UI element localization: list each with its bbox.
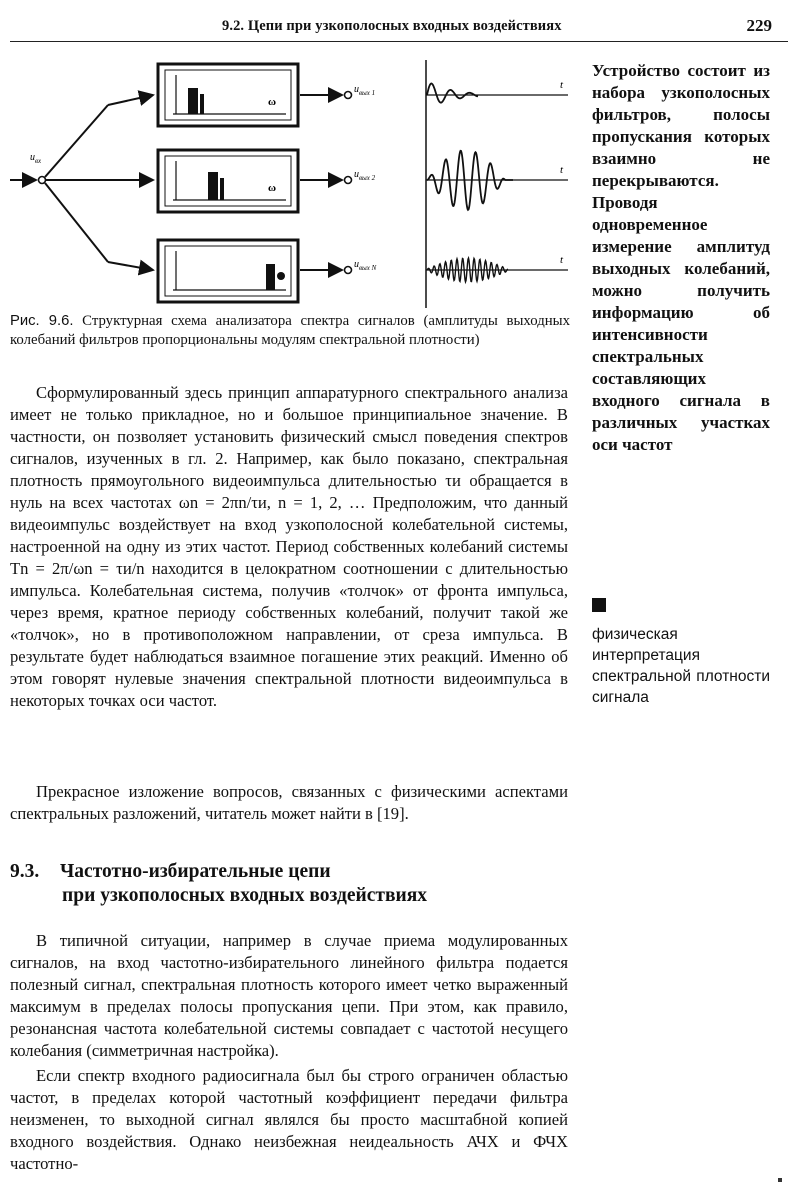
branch-arrow-3 [108,262,153,270]
section-title-line-2: при узкополосных входных воздействиях [62,885,428,906]
text-block-1 [10,382,568,712]
text-block-3 [10,930,568,1175]
filter-block-n [158,240,298,302]
branch-line-1 [45,105,108,177]
branch-line-3 [45,183,108,262]
paragraph: Прекрасное изложение вопросов, связанных с физическими аспектами спектральных разложений, читатель может найти в [19]. [10,782,568,823]
running-title: 9.2. Цепи при узкополосных входных воздействиях [222,18,562,34]
running-header [0,14,800,40]
output-label-n: $u_{вых N}$ [354,259,377,272]
filter-block-1 [158,64,298,126]
omega-axis-label: ω [268,96,277,108]
section-number: 9.3. [10,861,40,882]
output-label-1: $u_{вых 1}$ [354,84,376,97]
page-number: 229 [746,16,772,35]
text-block-2 [10,781,568,825]
caption-lead: Рис. 9.6. [10,313,74,329]
figure-caption [10,312,570,350]
output-node-2 [345,177,352,184]
split-node [39,177,46,184]
footer-dot [778,1178,782,1182]
waveform-1 [427,84,478,103]
time-label-n: t [560,254,564,266]
time-label-1: t [560,79,564,91]
paragraph: Если спектр входного радиосигнала был бы строго ограничен областью частот, в пределах которой частотный коэффициент передачи фильтра неизменен, то выходной сигнал являлся бы просто масштабной копией входного воздействия. Однако неизбежная неидеальность АЧХ и ФЧХ частотно- [10,1066,568,1173]
time-label-2: t [560,164,564,176]
paragraph: В типичной ситуации, например в случае приема модулированных сигналов, на вход частотно-избирательного линейного фильтра подается полезный сигнал, спектральная плотность которого имеет четко выраженный максимум в пределах полосы пропускания цепи. При этом, как правило, резонансная частота колебательной системы совпадает с частотой несущего колебания (симметричная настройка). [10,931,568,1060]
section-title-line-1: Частотно-избирательные цепи [60,861,331,882]
figure-9-6 [8,50,578,308]
output-node-n [345,267,352,274]
omega-axis-label: ω [268,182,277,194]
margin-marker [592,598,606,612]
output-label-2: $u_{вых 2}$ [354,169,376,182]
paragraph: Сформулированный здесь принцип аппаратурного спектрального анализа имеет не только прикладное, но и большое принципиальное значение. В частности, он позволяет установить физический смысл поведения спектров сигналов, изученных в гл. 2. Например, как было показано, спектральная плотность прямоугольного видеоимпульса длительностью τи обращается в нуль на всех частотах ωn = 2πn/τи, n = 1, 2, … Предположим, что данный видеоимпульс воздействует на вход узкополосной колебательной системы, настроенной на одну из этих частот. Период собственных колебаний системы Tn = 2π/ωn = τи/n находится в целократном соотношении с длительностью импульса. Колебательная система, получив «толчок» от фронта импульса, через время, кратное периоду собственных колебаний, получит такой же «толчок», но в противоположном направлении, от среза импульса. В результате будет наблюдаться взаимное погашение этих реакций. Именно об этом говорят нулевые значения спектральной плотности видеоимпульса в некоторых точках оси частот. [10,383,568,710]
margin-note-keyword: физическая интерпретация спектральной плотности сигнала [592,626,770,706]
filter-block-2 [158,150,298,212]
caption-text: Структурная схема анализатора спектра сигналов (амплитуды выходных колебаний фильтров пропорциональны модулям спектральной плотности) [10,313,571,348]
input-label: $u_{вх}$ [30,152,42,165]
header-rule [10,41,788,42]
branch-arrow-1 [108,95,153,105]
section-heading [10,860,570,908]
output-node-1 [345,92,352,99]
margin-note-summary: Устройство состоит из набора узкополосных фильтров, полосы пропускания которых взаимно не перекрываются. Проводя одновременное измерение амплитуд выходных колебаний, можно получить информацию об интенсивности спектральных составляющих входного сигнала в различных участках оси частот [592,61,770,454]
